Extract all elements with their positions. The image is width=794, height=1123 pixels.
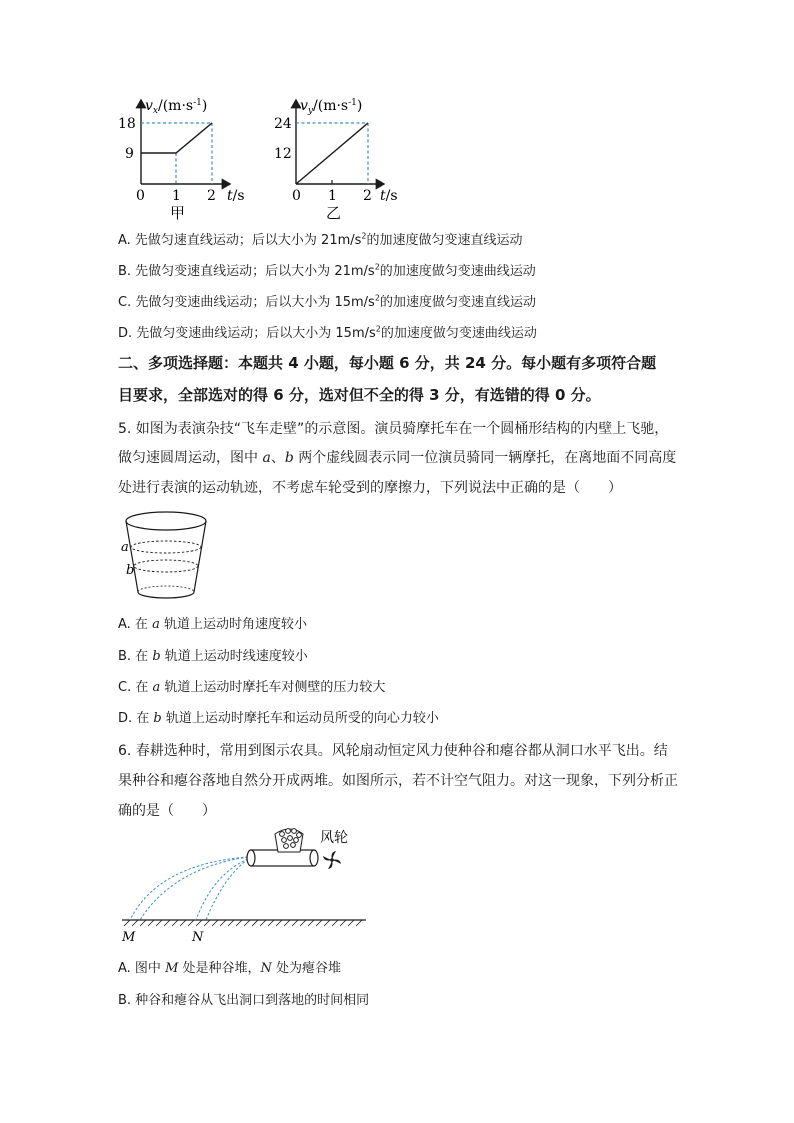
x-axis-label: t/s: [227, 188, 245, 204]
graph-caption: 乙: [326, 204, 342, 222]
section-heading-line2: 目要求，全部选对的得 6 分，选对但不全的得 3 分，有选错的得 0 分。: [118, 386, 601, 404]
q5-option-a: A. 在 a 轨道上运动时角速度较小: [118, 617, 307, 632]
fan-wheel-icon: [323, 851, 341, 869]
x-tick-label: 2: [363, 188, 372, 204]
bucket-bottom-back: [138, 586, 194, 592]
q6-stem-line2: 果种谷和瘪谷落地自然分开成两堆。如图所示，若不计空气阻力。对这一现象，下列分析正: [118, 773, 678, 789]
q6-stem-line1: 6. 春耕选种时，常用到图示农具。风轮扇动恒定风力使种谷和瘪谷都从洞口水平飞出。结: [118, 743, 668, 759]
winnower-figure: [118, 822, 368, 948]
q5-option-d: D. 在 b 轨道上运动时摩托车和运动员所受的向心力较小: [118, 711, 439, 726]
orbit-b: [134, 560, 198, 572]
bucket-figure: [118, 508, 218, 604]
fan-wheel-label: 风轮: [320, 830, 348, 846]
bucket-rim: [126, 512, 206, 530]
bucket-bottom: [138, 592, 194, 598]
section-heading-line1: 二、多项选择题：本题共 4 小题，每小题 6 分，共 24 分。每小题有多项符合题: [118, 354, 657, 372]
y-axis-label: $v_y/(m\cdot s^{-1})$: [300, 98, 363, 116]
x-tick-label: 1: [172, 188, 181, 204]
y-tick-label: 18: [118, 116, 136, 132]
x-axis-label: t/s: [380, 188, 398, 204]
q5-stem-line3: 处进行表演的运动轨迹，不考虑车轮受到的摩擦力，下列说法中正确的是（ ）: [118, 480, 622, 496]
vx-line: [141, 123, 212, 153]
ground-hatching: [124, 920, 362, 926]
y-tick-label: 12: [274, 146, 292, 162]
graph-yi: [272, 92, 412, 222]
q4-option-c: C. 先做匀变速曲线运动；后以大小为 $15m/s^2$的加速度做匀变速直线运动: [118, 293, 536, 310]
q5-stem-line1: 5. 如图为表演杂技“飞车走壁”的示意图。演员骑摩托车在一个圆桶形结构的内壁上飞驰，: [118, 421, 669, 437]
y-axis-label: $v_x/(m\cdot s^{-1})$: [145, 98, 208, 116]
y-tick-label: 24: [274, 116, 292, 132]
label-a: a: [121, 540, 129, 555]
orbit-a: [131, 541, 201, 553]
x-tick-label: 0: [292, 188, 301, 204]
x-tick-label: 0: [136, 188, 145, 204]
q4-option-a: A. 先做匀速直线运动；后以大小为 $21m/s^2$的加速度做匀变速直线运动: [118, 231, 523, 248]
q6-option-a: A. 图中 M 处是种谷堆，N 处为瘪谷堆: [118, 961, 342, 976]
q5-option-b: B. 在 b 轨道上运动时线速度较小: [118, 649, 308, 664]
y-tick-label: 9: [125, 146, 134, 162]
grain-hopper: [275, 829, 303, 852]
q6-option-b: B. 种谷和瘪谷从飞出洞口到落地的时间相同: [118, 993, 370, 1008]
q5-option-c: C. 在 a 轨道上运动时摩托车对侧壁的压力较大: [118, 680, 386, 695]
bucket-wall-left: [126, 521, 138, 592]
vy-line: [296, 123, 368, 184]
graph-jia: [118, 92, 268, 222]
label-N: N: [192, 930, 204, 945]
q4-option-b: B. 先做匀变速直线运动；后以大小为 $21m/s^2$的加速度做匀变速曲线运动: [118, 262, 536, 279]
trajectories: [130, 857, 248, 920]
label-M: M: [122, 930, 136, 945]
x-tick-label: 2: [207, 188, 216, 204]
x-tick-label: 1: [328, 188, 337, 204]
q4-option-d: D. 先做匀变速曲线运动；后以大小为 $15m/s^2$的加速度做匀变速曲线运动: [118, 324, 537, 341]
bucket-wall-right: [194, 521, 206, 592]
label-b: b: [126, 563, 135, 578]
q5-stem-line2: 做匀速圆周运动，图中 a、b 两个虚线圆表示同一位演员骑同一辆摩托，在离地面不同高度: [118, 450, 677, 466]
graph-caption: 甲: [170, 204, 186, 222]
q6-stem-line3: 确的是（ ）: [118, 803, 216, 819]
